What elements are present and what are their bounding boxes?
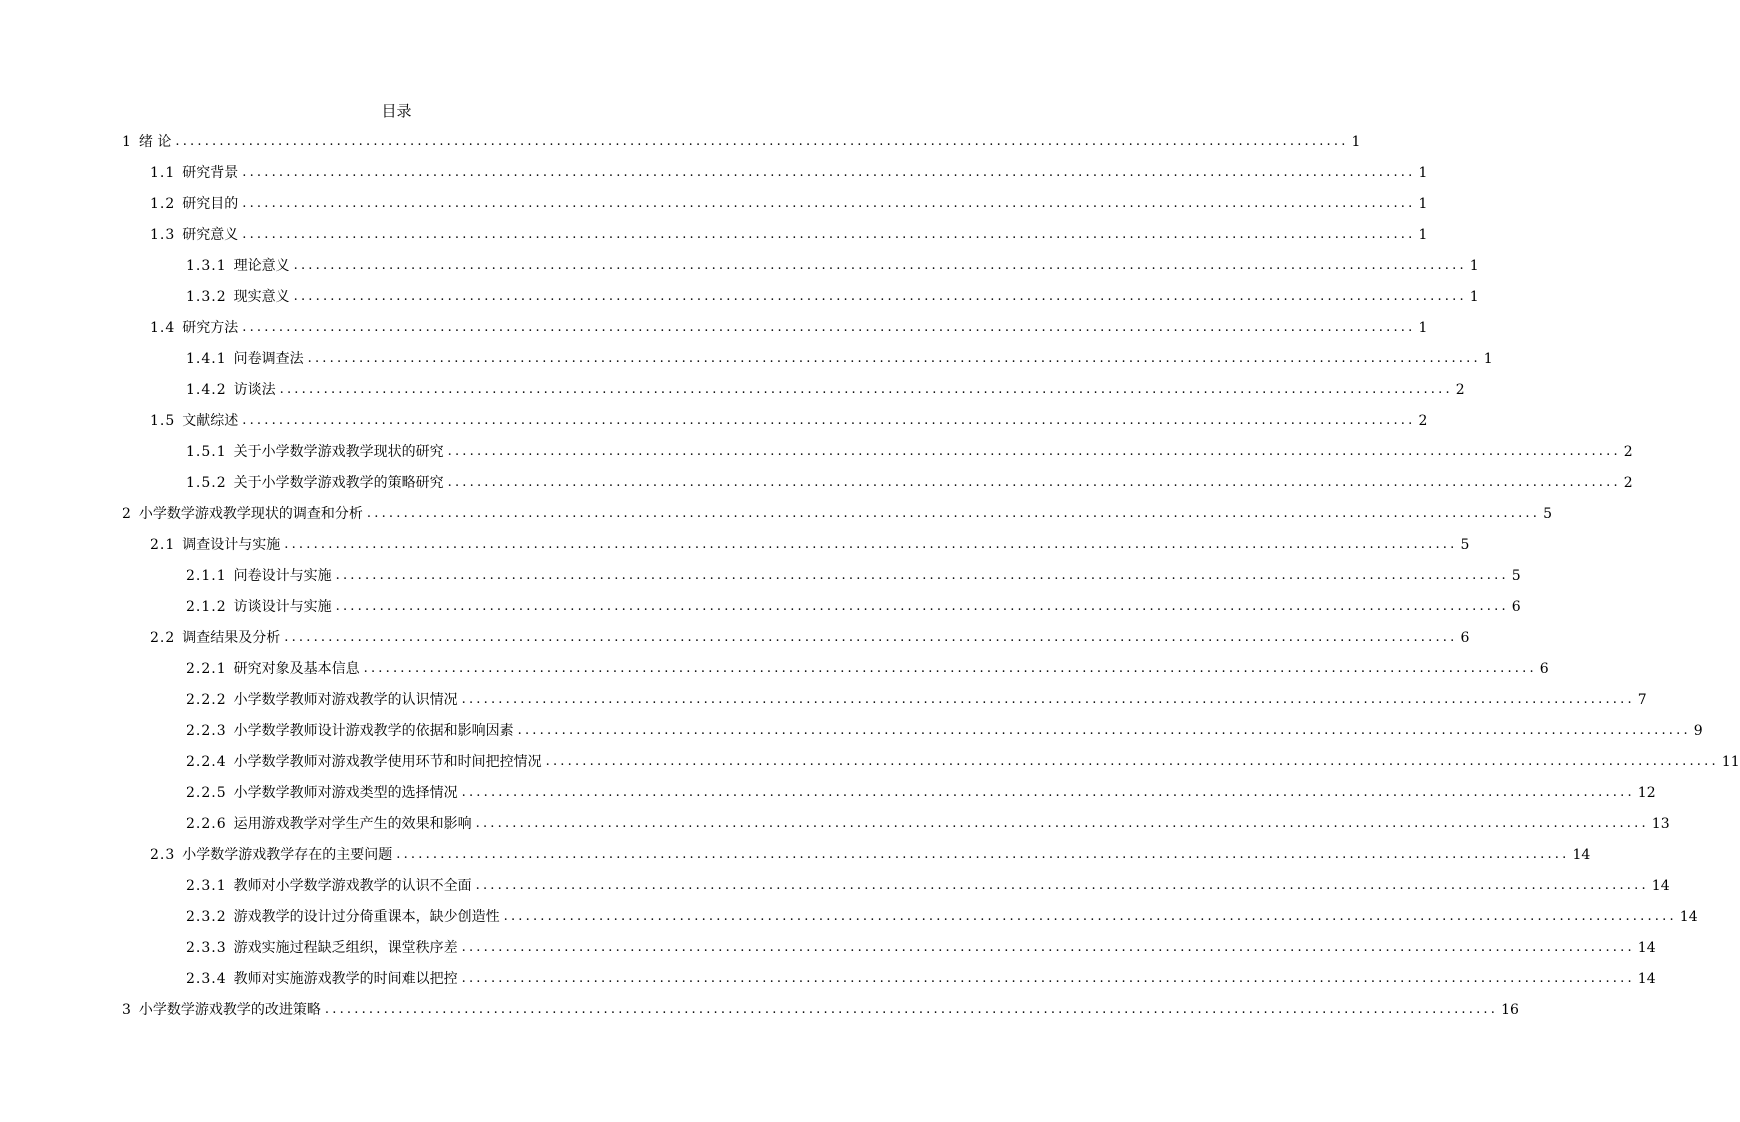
toc-entry-page: 14 (1572, 847, 1591, 863)
toc-dot-leader: ................................................................................................................................................................ (447, 475, 1621, 490)
toc-entry[interactable] (122, 132, 1361, 152)
toc-entry-number: 1.5 (150, 413, 176, 429)
toc-dot-leader: ................................................................................................................................................................ (396, 847, 1570, 862)
toc-entry-page: 14 (1651, 878, 1670, 894)
toc-dot-leader: ................................................................................................................................................................ (461, 940, 1635, 955)
toc-entry-title: 游戏教学的设计过分倚重课本，缺少创造性 (233, 909, 500, 925)
toc-entry-page: 2 (1623, 475, 1633, 491)
toc-dot-leader: ................................................................................................................................................................ (335, 599, 1509, 614)
toc-entry[interactable] (150, 535, 1470, 555)
toc-entry-page: 1 (1469, 258, 1479, 274)
toc-dot-leader: ................................................................................................................................................................ (545, 754, 1719, 769)
toc-entry[interactable] (150, 845, 1591, 865)
toc-entry-title: 小学数学游戏教学现状的调查和分析 (138, 506, 363, 522)
toc-entry-number: 2.2 (150, 630, 176, 646)
toc-entry-number: 1 (122, 134, 132, 150)
toc-dot-leader: ................................................................................................................................................................ (242, 413, 1416, 428)
toc-entry-number: 2.3.2 (186, 909, 227, 925)
toc-entry-title: 问卷调查法 (233, 351, 304, 367)
toc-entry-page: 7 (1637, 692, 1647, 708)
toc-entry-page: 13 (1651, 816, 1670, 832)
toc-entry-number: 1.4.2 (186, 382, 227, 398)
toc-entry-title: 小学数学教师设计游戏教学的依据和影响因素 (233, 723, 514, 739)
toc-entry-title: 关于小学数学游戏教学的策略研究 (233, 475, 444, 491)
toc-entry-number: 1.4.1 (186, 351, 227, 367)
toc-entry-page: 14 (1637, 940, 1656, 956)
toc-dot-leader: ................................................................................................................................................................ (461, 971, 1635, 986)
toc-entry-title: 小学数学教师对游戏教学的认识情况 (233, 692, 458, 708)
toc-dot-leader: ................................................................................................................................................................ (363, 661, 1537, 676)
toc-entry[interactable] (186, 969, 1656, 989)
toc-entry[interactable] (186, 380, 1465, 400)
toc-entry-title: 游戏实施过程缺乏组织，课堂秩序差 (233, 940, 458, 956)
toc-entry-title: 运用游戏教学对学生产生的效果和影响 (233, 816, 472, 832)
toc-entry-page: 5 (1460, 537, 1470, 553)
toc-entry-number: 2.3.1 (186, 878, 227, 894)
toc-entry-number: 2.1.2 (186, 599, 227, 615)
toc-entry-title: 问卷设计与实施 (233, 568, 332, 584)
toc-entry[interactable] (150, 194, 1428, 214)
toc-entry-title: 理论意义 (233, 258, 290, 274)
toc-entry-title: 关于小学数学游戏教学现状的研究 (233, 444, 444, 460)
toc-entry-page: 11 (1721, 754, 1740, 770)
toc-title: 目录 (381, 102, 412, 120)
toc-entry[interactable] (122, 1000, 1519, 1020)
toc-entry-title: 小学数学教师对游戏类型的选择情况 (233, 785, 458, 801)
toc-entry-page: 1 (1483, 351, 1493, 367)
toc-dot-leader: ................................................................................................................................................................ (242, 320, 1416, 335)
toc-entry-page: 1 (1418, 196, 1428, 212)
toc-entry[interactable] (186, 876, 1670, 896)
toc-dot-leader: ................................................................................................................................................................ (284, 630, 1458, 645)
toc-entry[interactable] (150, 163, 1428, 183)
toc-dot-leader: ................................................................................................................................................................ (242, 165, 1416, 180)
toc-entry-number: 1.1 (150, 165, 176, 181)
toc-entry-number: 2.2.1 (186, 661, 227, 677)
toc-entry-title: 研究背景 (182, 165, 239, 181)
toc-entry-number: 2 (122, 506, 132, 522)
toc-dot-leader: ................................................................................................................................................................ (335, 568, 1509, 583)
toc-entry-title: 教师对实施游戏教学的时间难以把控 (233, 971, 458, 987)
toc-entry-page: 9 (1693, 723, 1703, 739)
toc-entry-title: 研究对象及基本信息 (233, 661, 360, 677)
toc-entry[interactable] (186, 690, 1647, 710)
toc-entry-number: 2.2.5 (186, 785, 227, 801)
toc-entry-number: 2.2.3 (186, 723, 227, 739)
toc-entry-page: 1 (1469, 289, 1479, 305)
toc-entry-number: 2.3.3 (186, 940, 227, 956)
toc-entry-number: 1.5.2 (186, 475, 227, 491)
toc-entry-page: 2 (1418, 413, 1428, 429)
toc-dot-leader: ................................................................................................................................................................ (279, 382, 1453, 397)
toc-entry-number: 1.3.2 (186, 289, 227, 305)
toc-entry-number: 1.3 (150, 227, 176, 243)
toc-dot-leader: ................................................................................................................................................................ (307, 351, 1481, 366)
toc-entry-title: 小学数学游戏教学存在的主要问题 (182, 847, 393, 863)
toc-entry[interactable] (150, 411, 1428, 431)
toc-dot-leader: ................................................................................................................................................................ (284, 537, 1458, 552)
toc-entry-page: 14 (1679, 909, 1698, 925)
toc-entry-page: 2 (1455, 382, 1465, 398)
toc-entry-title: 调查结果及分析 (182, 630, 281, 646)
toc-entry[interactable] (186, 752, 1740, 772)
toc-dot-leader: ................................................................................................................................................................ (447, 444, 1621, 459)
toc-dot-leader: ................................................................................................................................................................ (475, 816, 1649, 831)
toc-entry-title: 文献综述 (182, 413, 239, 429)
toc-entry[interactable] (186, 907, 1698, 927)
toc-entry-page: 1 (1351, 134, 1361, 150)
toc-dot-leader: ................................................................................................................................................................ (293, 289, 1467, 304)
toc-dot-leader: ................................................................................................................................................................ (293, 258, 1467, 273)
toc-entry-page: 2 (1623, 444, 1633, 460)
toc-dot-leader: ................................................................................................................................................................ (475, 878, 1649, 893)
toc-entry-number: 2.2.2 (186, 692, 227, 708)
toc-entry-page: 6 (1511, 599, 1521, 615)
toc-entry-number: 2.2.4 (186, 754, 227, 770)
toc-entry-number: 1.2 (150, 196, 176, 212)
toc-dot-leader: ................................................................................................................................................................ (242, 196, 1416, 211)
toc-entry-page: 1 (1418, 320, 1428, 336)
toc-dot-leader: ................................................................................................................................................................ (461, 692, 1635, 707)
toc-entry-page: 1 (1418, 227, 1428, 243)
toc-entry[interactable] (186, 287, 1479, 307)
toc-entry[interactable] (150, 318, 1428, 338)
toc-entry-title: 现实意义 (233, 289, 290, 305)
toc-entry-title: 研究方法 (182, 320, 239, 336)
toc-entry-title: 调查设计与实施 (182, 537, 281, 553)
toc-entry[interactable] (186, 349, 1493, 369)
toc-dot-leader: ................................................................................................................................................................ (175, 134, 1349, 149)
toc-entry-title: 访谈设计与实施 (233, 599, 332, 615)
toc-entry[interactable] (122, 504, 1553, 524)
toc-entry[interactable] (186, 721, 1703, 741)
toc-dot-leader: ................................................................................................................................................................ (503, 909, 1677, 924)
toc-entry-title: 小学数学游戏教学的改进策略 (138, 1002, 321, 1018)
toc-entry-number: 1.4 (150, 320, 176, 336)
toc-entry-number: 1.5.1 (186, 444, 227, 460)
toc-entry-number: 2.1 (150, 537, 176, 553)
toc-dot-leader: ................................................................................................................................................................ (461, 785, 1635, 800)
toc-entry-number: 2.3.4 (186, 971, 227, 987)
toc-entry-number: 1.3.1 (186, 258, 227, 274)
toc-dot-leader: ................................................................................................................................................................ (324, 1002, 1499, 1017)
toc-entry-page: 1 (1418, 165, 1428, 181)
toc-entry[interactable] (186, 442, 1633, 462)
toc-entry-page: 6 (1539, 661, 1549, 677)
toc-entry-page: 12 (1637, 785, 1656, 801)
toc-entry[interactable] (186, 256, 1479, 276)
toc-dot-leader: ................................................................................................................................................................ (242, 227, 1416, 242)
toc-dot-leader: ................................................................................................................................................................ (366, 506, 1541, 521)
toc-entry[interactable] (150, 225, 1428, 245)
toc-entry[interactable] (186, 566, 1521, 586)
toc-entry[interactable] (186, 597, 1521, 617)
toc-entry-title: 研究意义 (182, 227, 239, 243)
toc-entry-page: 6 (1460, 630, 1470, 646)
toc-entry-page: 5 (1511, 568, 1521, 584)
toc-entry-title: 教师对小学数学游戏教学的认识不全面 (233, 878, 472, 894)
toc-entry-title: 小学数学教师对游戏教学使用环节和时间把控情况 (233, 754, 542, 770)
toc-entry-title: 访谈法 (233, 382, 276, 398)
toc-entry-page: 16 (1501, 1002, 1519, 1018)
toc-entry[interactable] (186, 659, 1549, 679)
toc-entry[interactable] (150, 628, 1470, 648)
toc-entry-number: 3 (122, 1002, 132, 1018)
toc-entry-title: 绪 论 (138, 134, 172, 150)
toc-entry-number: 2.1.1 (186, 568, 227, 584)
toc-entry-title: 研究目的 (182, 196, 239, 212)
toc-entry[interactable] (186, 473, 1633, 493)
toc-entry[interactable] (186, 814, 1670, 834)
toc-entry-page: 14 (1637, 971, 1656, 987)
toc-entry-number: 2.2.6 (186, 816, 227, 832)
toc-entry-page: 5 (1543, 506, 1553, 522)
toc-entry[interactable] (186, 938, 1656, 958)
toc-dot-leader: ................................................................................................................................................................ (517, 723, 1691, 738)
toc-entry-number: 2.3 (150, 847, 176, 863)
toc-entry[interactable] (186, 783, 1656, 803)
